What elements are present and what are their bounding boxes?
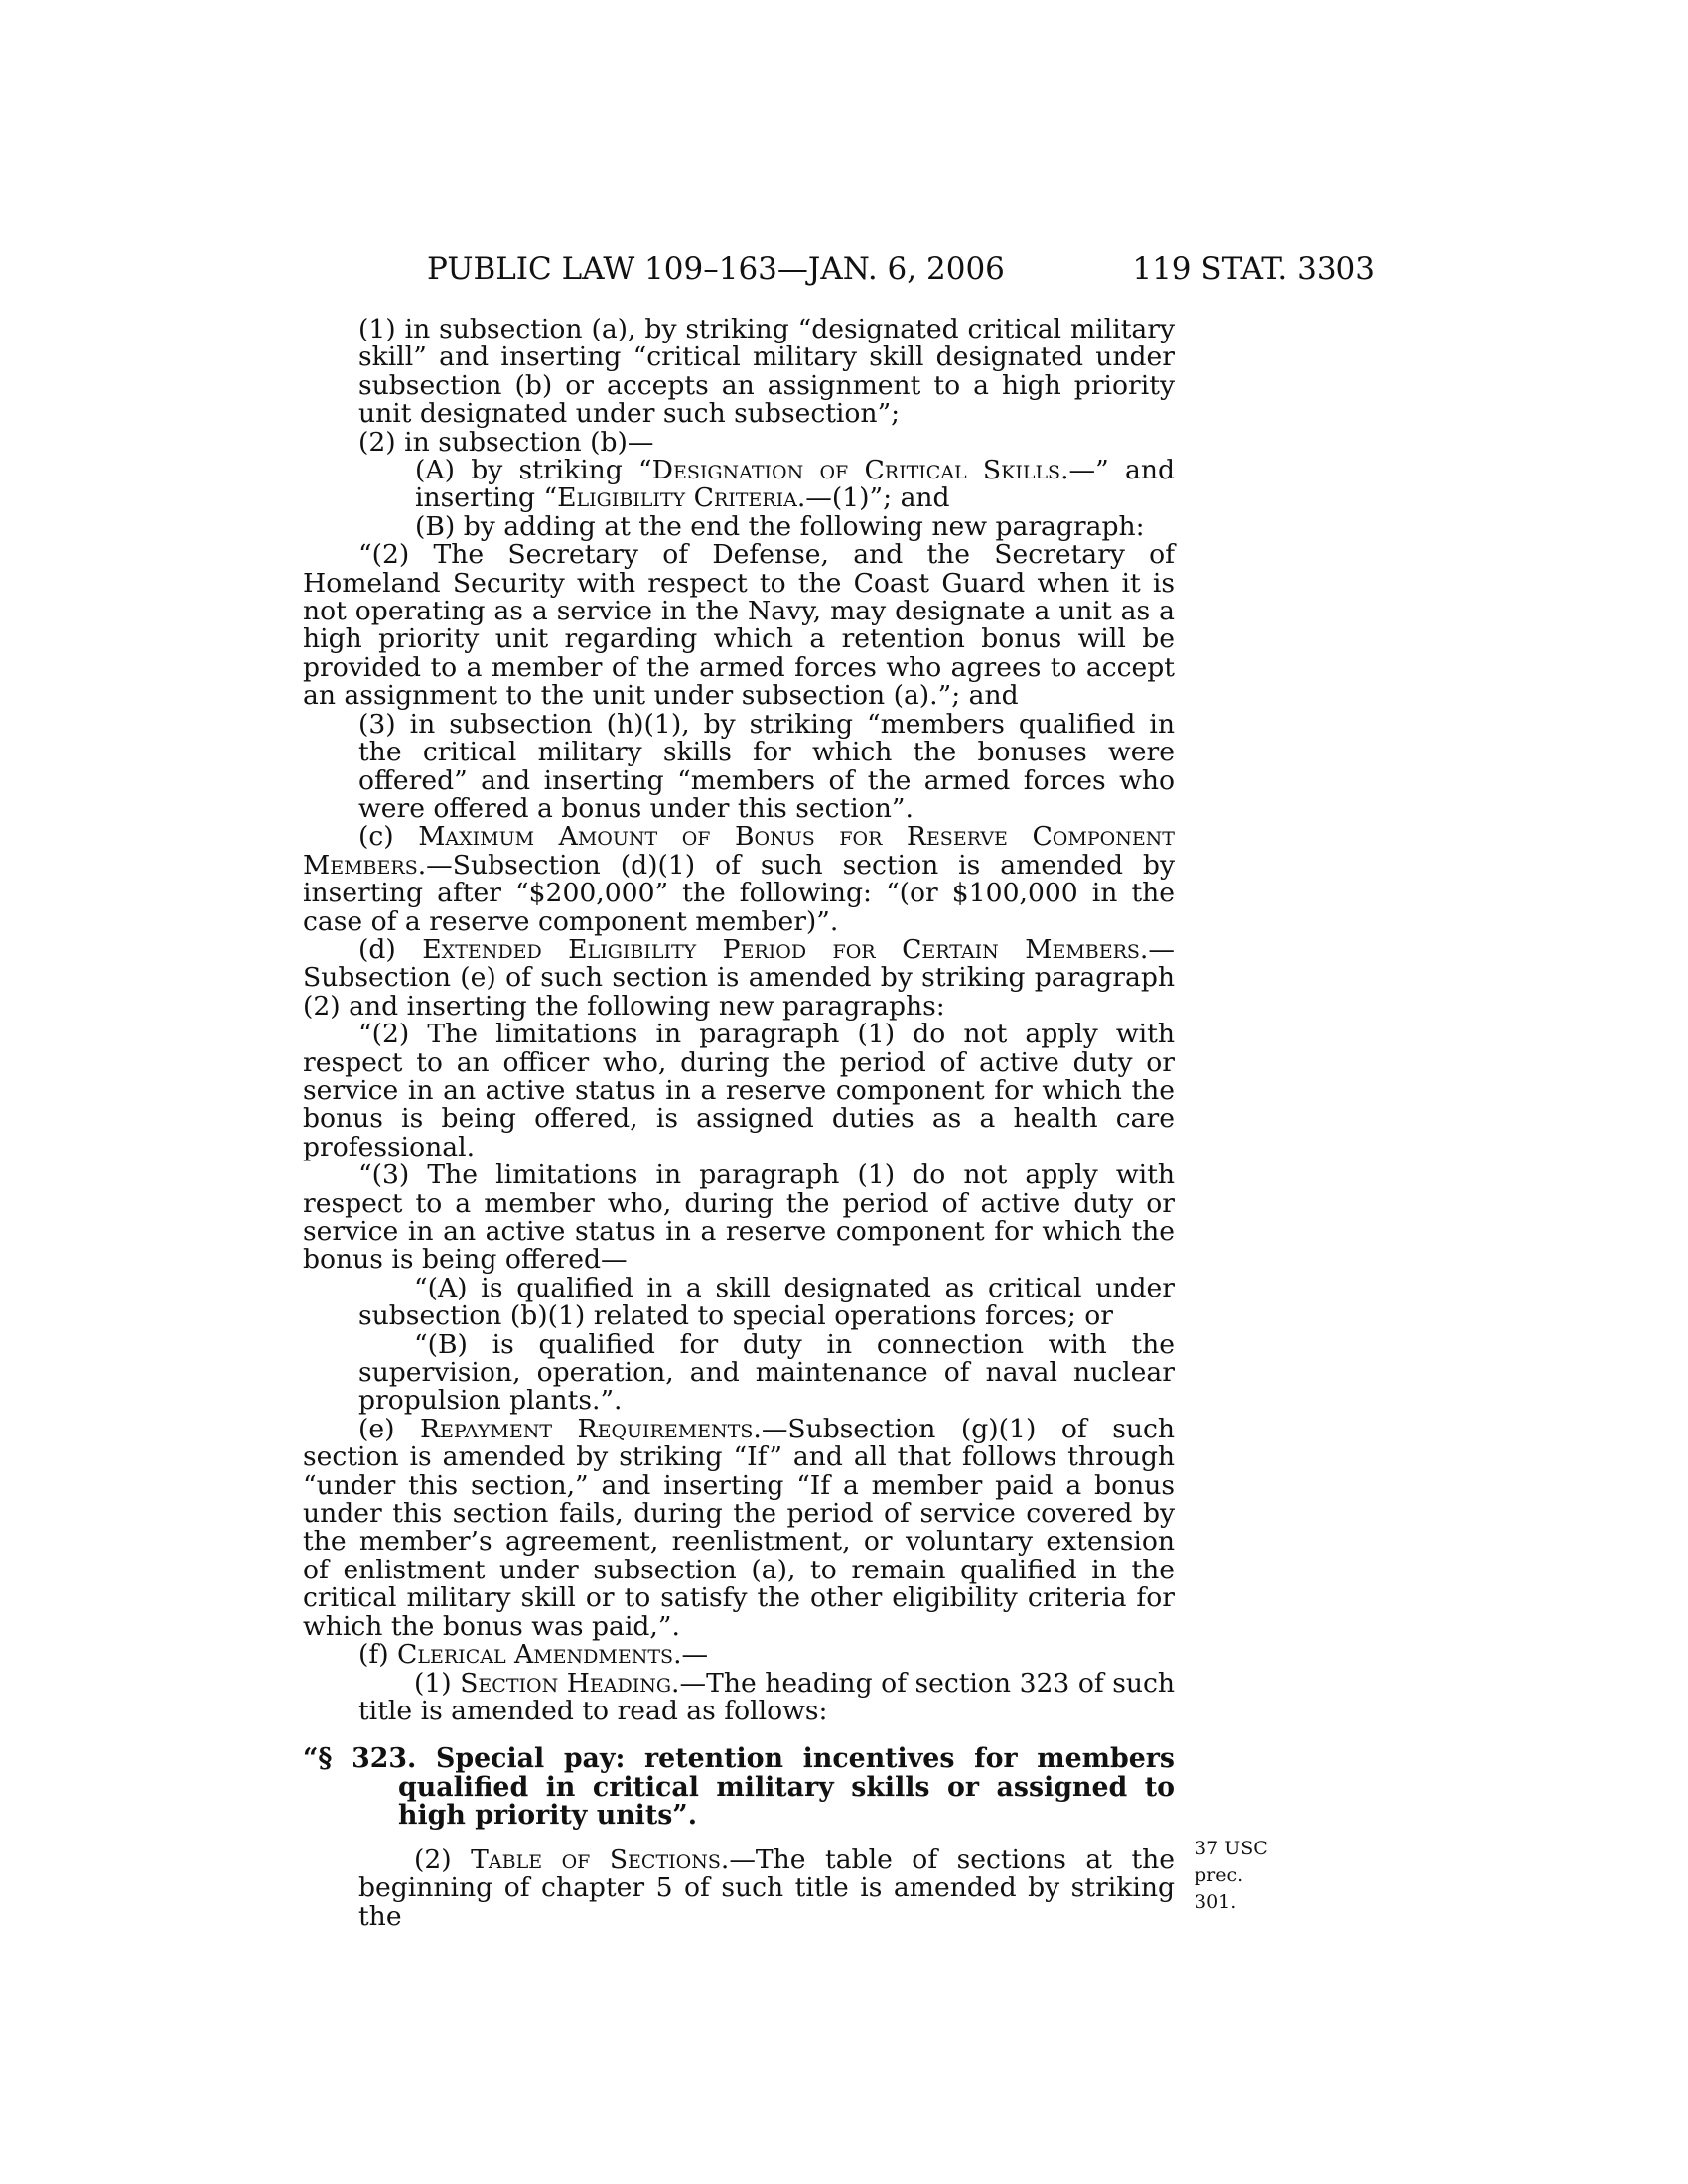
section-d-heading: Extended Eligibility Period for Certain Members: [422, 933, 1140, 965]
paragraph-2a-suffix: .—(1)”; and: [796, 482, 950, 514]
section-f-1-text: .—The heading of section 323 of such title is amended to read as follows:: [358, 1667, 1175, 1726]
section-e-text: .—Subsection (g)(1) of such section is amended by striking “If” and all that follows through “under this section,” and inserting “If a member paid a bonus under this section fails, during the period of service covered by the member’s agreement, reenlistment, or voluntary extension of enlistment under subsection (a), to remain qualified in the critical military skill or to satisfy the other eligibility criteria for which the bonus was paid,”.: [303, 1413, 1175, 1642]
section-f-2-label: (2): [414, 1843, 472, 1875]
paragraph-2a-prefix: (A) by striking “: [415, 455, 652, 486]
section-f-2: [303, 1843, 1175, 1932]
margin-citation: [1195, 1836, 1314, 1916]
section-f-1: [303, 1667, 1175, 1726]
section-d: [303, 933, 1175, 1022]
statute-citation: 119 STAT. 3303: [1132, 251, 1375, 287]
section-f-label: (f): [358, 1639, 398, 1671]
document-body: [303, 316, 1175, 1931]
quoted-clause-b: “(B) is qualified for duty in connection with the supervision, operation, and maintenance of naval nuclear propulsion plants.”.: [358, 1328, 1175, 1417]
section-323-heading: “§ 323. Special pay: retention incentives for members qualified in critical military skills or assigned to high priority units”.: [303, 1743, 1175, 1832]
paragraph-3: (3) in subsection (h)(1), by striking “members qualified in the critical military skills for which the bonuses were offered” and inserting “members of the armed forces who were offered a bonus under this section”.: [358, 708, 1175, 824]
section-f-2-heading: Table of Sections: [471, 1843, 721, 1875]
section-f-2-text: .—The table of sections at the beginning of chapter 5 of such title is amended by striking the: [358, 1843, 1175, 1932]
section-d-label: (d): [358, 933, 423, 965]
section-f-heading: Clerical Amendments: [397, 1639, 674, 1671]
quoted-limitation-3: “(3) The limitations in paragraph (1) do not apply with respect to a member who, during the period of active duty or service in an active status in a reserve component for which the bonus is being offered—: [303, 1160, 1175, 1276]
paragraph-2b: (B) by adding at the end the following new paragraph:: [415, 510, 1145, 542]
section-f-1-heading: Section Heading: [460, 1667, 672, 1699]
paragraph-2a: [303, 457, 1175, 513]
margin-citation-line-2: 301.: [1195, 1891, 1237, 1913]
quoted-paragraph-2: “(2) The Secretary of Defense, and the Secretary of Homeland Security with respect to the Coast Guard when it is not operating as a service in the Navy, may designate a unit as a high priority unit regarding which a retention bonus will be provided to a member of the armed forces who agrees to accept an assignment to the unit under subsection (a).”; and: [303, 539, 1175, 712]
section-c-heading: Maximum Amount of Bonus for Reserve Component Members: [303, 821, 1175, 881]
section-f: [303, 1641, 1175, 1669]
section-e-label: (e): [358, 1413, 420, 1444]
section-e: [303, 1413, 1175, 1642]
paragraph-1: (1) in subsection (a), by striking “designated critical military skill” and inserting “critical military skill designated under subsection (b) or accepts an assignment to a high priority unit designated under such subsection”;: [358, 314, 1175, 430]
eligibility-heading: Eligibility Criteria: [557, 482, 797, 514]
quoted-clause-a: “(A) is qualified in a skill designated as critical under subsection (b)(1) related to special operations forces; or: [358, 1272, 1175, 1332]
quoted-limitation-2: “(2) The limitations in paragraph (1) do not apply with respect to an officer who, during the period of active duty or service in an active status in a reserve component for which the bonus is being offered, is assigned duties as a health care professional.: [303, 1019, 1175, 1162]
margin-citation-line-1: 37 USC prec.: [1195, 1838, 1268, 1886]
designation-heading: Designation of Critical Skills: [651, 455, 1061, 486]
section-c: [303, 823, 1175, 936]
section-e-heading: Repayment Requirements: [420, 1413, 754, 1444]
section-c-text: .—Subsection (d)(1) of such section is amended by inserting after “$200,000” the following: “(or $100,000 in the case of a reserve component member)”.: [303, 849, 1175, 937]
section-f-1-label: (1): [414, 1667, 461, 1699]
section-d-text: .— Subsection (e) of such section is amended by striking paragraph (2) and inserting the following new paragraphs:: [303, 933, 1175, 1022]
law-title: PUBLIC LAW 109–163—JAN. 6, 2006: [427, 251, 1005, 287]
page-header: [298, 243, 1375, 291]
section-c-label: (c): [358, 821, 419, 853]
paragraph-2a-middle: .—” and inserting “: [415, 455, 1175, 514]
paragraph-2: (2) in subsection (b)—: [358, 426, 654, 458]
section-f-suffix: .—: [673, 1639, 709, 1671]
